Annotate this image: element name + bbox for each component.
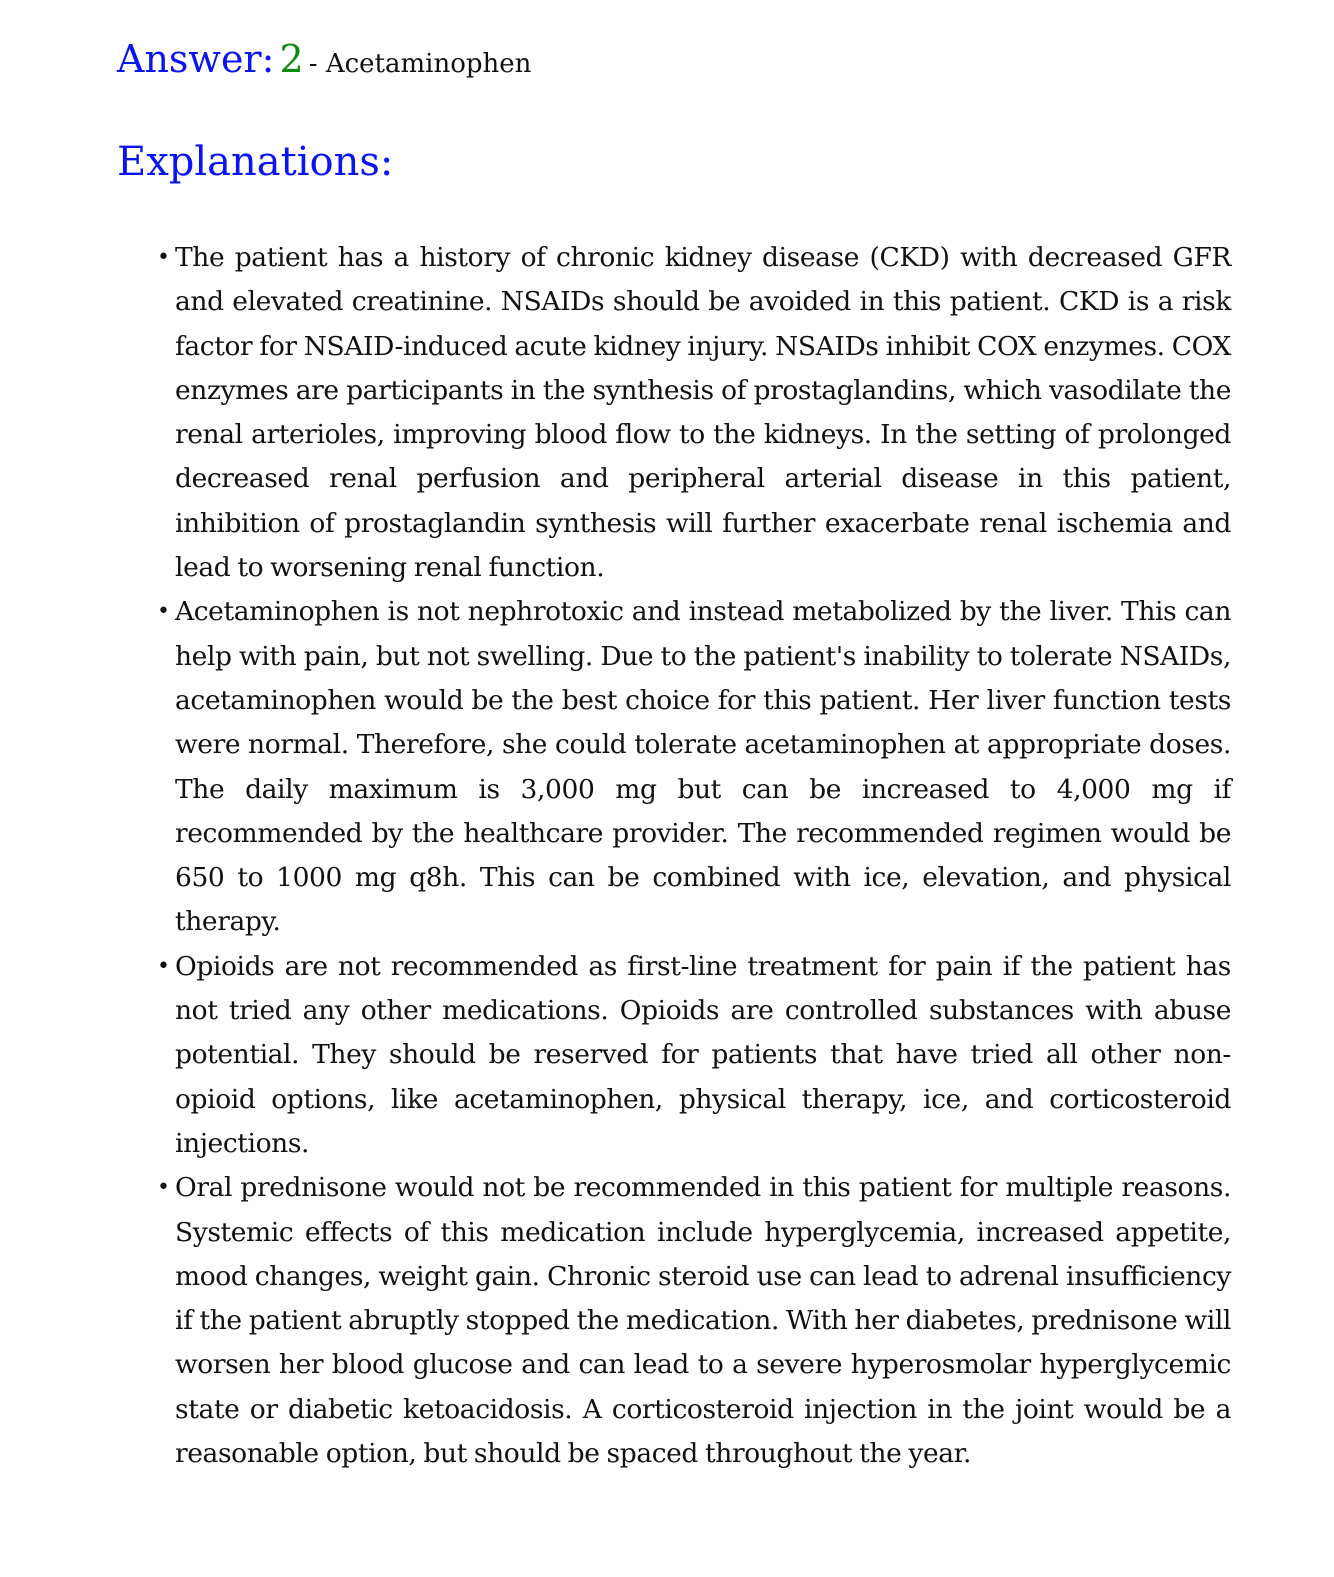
explanation-text: The patient has a history of chronic kidney disease (CKD) with decreased GFR and elevated creatinine. NSAIDs should be avoided in this patient. CKD is a risk factor for NSAID-induced acute kidney injury. NSAIDs inhibit COX enzymes. COX enzymes are participants in the synthesis of prostaglandins, which vasodilate the renal arterioles, improving blood flow to the kidneys. In the setting of prolonged decreased renal perfusion and peripheral arterial disease in this patient, inhibition of prostaglandin synthesis will further exacerbate renal ischemia and lead to worsening renal function.: [175, 242, 1231, 584]
explanations-list: [157, 236, 1231, 1476]
explanation-item-prednisone: [157, 1166, 1231, 1476]
answer-line: [117, 37, 532, 81]
explanation-text: Oral prednisone would not be recommended in this patient for multiple reasons. Systemic effects of this medication include hyperglycemia, increased appetite, mood changes, weight gain. Chronic steroid use can lead to adrenal insufficiency if the patient abruptly stopped the medication. With her diabetes, prednisone will worsen her blood glucose and can lead to a severe hyperosmolar hyperglycemic state or diabetic ketoacidosis. A corticosteroid injection in the joint would be a reasonable option, but should be spaced throughout the year.: [175, 1172, 1231, 1470]
explanation-text: Acetaminophen is not nephrotoxic and instead metabolized by the liver. This can help with pain, but not swelling. Due to the patient's inability to tolerate NSAIDs, acetaminophen would be the best choice for this patient. Her liver function tests were normal. Therefore, she could tolerate acetaminophen at appropriate doses. The daily maximum is 3,000 mg but can be increased to 4,000 mg if recommended by the healthcare provider. The recommended regimen would be 650 to 1000 mg q8h. This can be combined with ice, elevation, and physical therapy.: [175, 596, 1231, 938]
explanation-item-acetaminophen: [157, 590, 1231, 944]
explanation-text: Opioids are not recommended as first-line treatment for pain if the patient has not tried any other medications. Opioids are controlled substances with abuse potential. They should be reserved for patients that have tried all other non-opioid options, like acetaminophen, physical therapy, ice, and corticosteroid injections.: [175, 950, 1231, 1159]
explanations-heading: Explanations:: [117, 139, 394, 185]
answer-number: 2: [279, 37, 304, 81]
bullet-icon: •: [157, 953, 170, 979]
answer-label: Answer:: [117, 37, 275, 81]
explanation-item-opioids: [157, 945, 1231, 1166]
explanation-item-nsaids: [157, 236, 1231, 590]
bullet-icon: •: [157, 1175, 170, 1201]
bullet-icon: •: [157, 245, 170, 270]
answer-text: - Acetaminophen: [308, 49, 532, 79]
bullet-icon: •: [157, 599, 170, 625]
